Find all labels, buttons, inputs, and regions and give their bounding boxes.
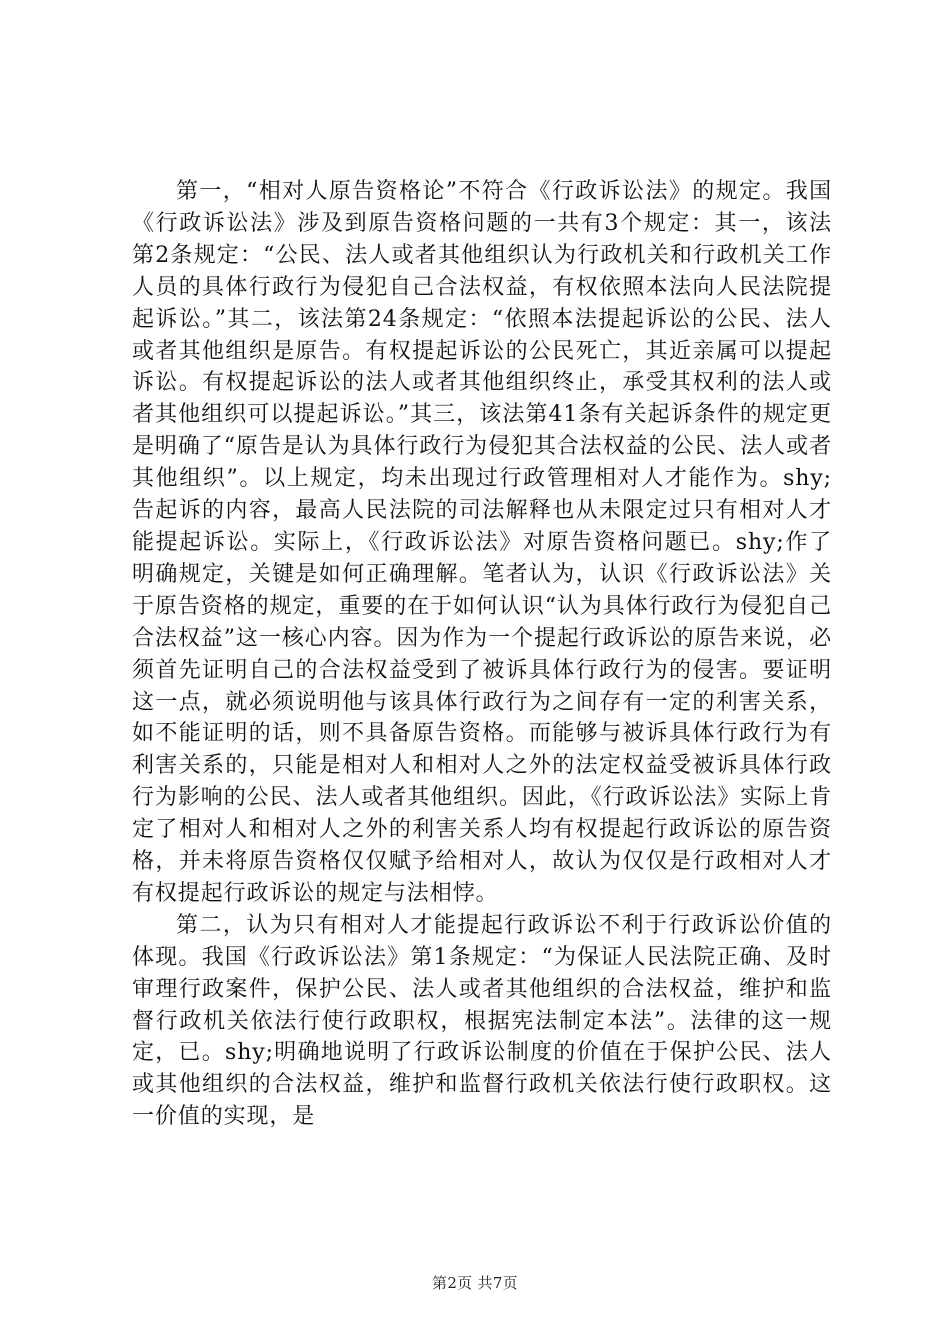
paragraph-2: 第二，认为只有相对人才能提起行政诉讼不利于行政诉讼价值的体现。我国《行政诉讼法》第1条规定：“为保证人民法院正确、及时审理行政案件，保护公民、法人或者其他组织的合法权益，维护和监督行政机关依法行使行政职权，根据宪法制定本法”。法律的这一规定，已。shy;明确地说明了行政诉讼制度的价值在于保护公民、法人或其他组织的合法权益，维护和监督行政机关依法行使行政职权。这一价值的实现，是 xyxy=(132,912,832,1130)
paragraph-1: 第一，“相对人原告资格论”不符合《行政诉讼法》的规定。我国《行政诉讼法》涉及到原告资格问题的一共有3个规定：其一，该法第2条规定：“公民、法人或者其他组织认为行政机关和行政机关工作人员的具体行政行为侵犯自己合法权益，有权依照本法向人民法院提起诉讼。”其二，该法第24条规定：“依照本法提起诉讼的公民、法人或者其他组织是原告。有权提起诉讼的公民死亡，其近亲属可以提起诉讼。有权提起诉讼的法人或者其他组织终止，承受其权利的法人或者其他组织可以提起诉讼。”其三，该法第41条有关起诉条件的规定更是明确了“原告是认为具体行政行为侵犯其合法权益的公民、法人或者其他组织”。以上规定，均未出现过行政管理相对人才能作为。shy;告起诉的内容，最高人民法院的司法解释也从未限定过只有相对人才能提起诉讼。实际上，《行政诉讼法》对原告资格问题已。shy;作了明确规定，关键是如何正确理解。笔者认为，认识《行政诉讼法》关于原告资格的规定，重要的在于如何认识“认为具体行政行为侵犯自己合法权益”这一核心内容。因为作为一个提起行政诉讼的原告来说，必须首先证明自己的合法权益受到了被诉具体行政行为的侵害。要证明这一点，就必须说明他与该具体行政行为之间存有一定的利害关系，如不能证明的话，则不具备原告资格。而能够与被诉具体行政行为有利害关系的，只能是相对人和相对人之外的法定权益受被诉具体行政行为影响的公民、法人或者其他组织。因此，《行政诉讼法》实际上肯定了相对人和相对人之外的利害关系人均有权提起行政诉讼的原告资格，并未将原告资格仅仅赋予给相对人，故认为仅仅是行政相对人才有权提起行政诉讼的规定与法相悖。 xyxy=(132,179,832,906)
page-footer: 第2页 共7页 xyxy=(432,1274,518,1292)
body-text xyxy=(132,176,832,1133)
